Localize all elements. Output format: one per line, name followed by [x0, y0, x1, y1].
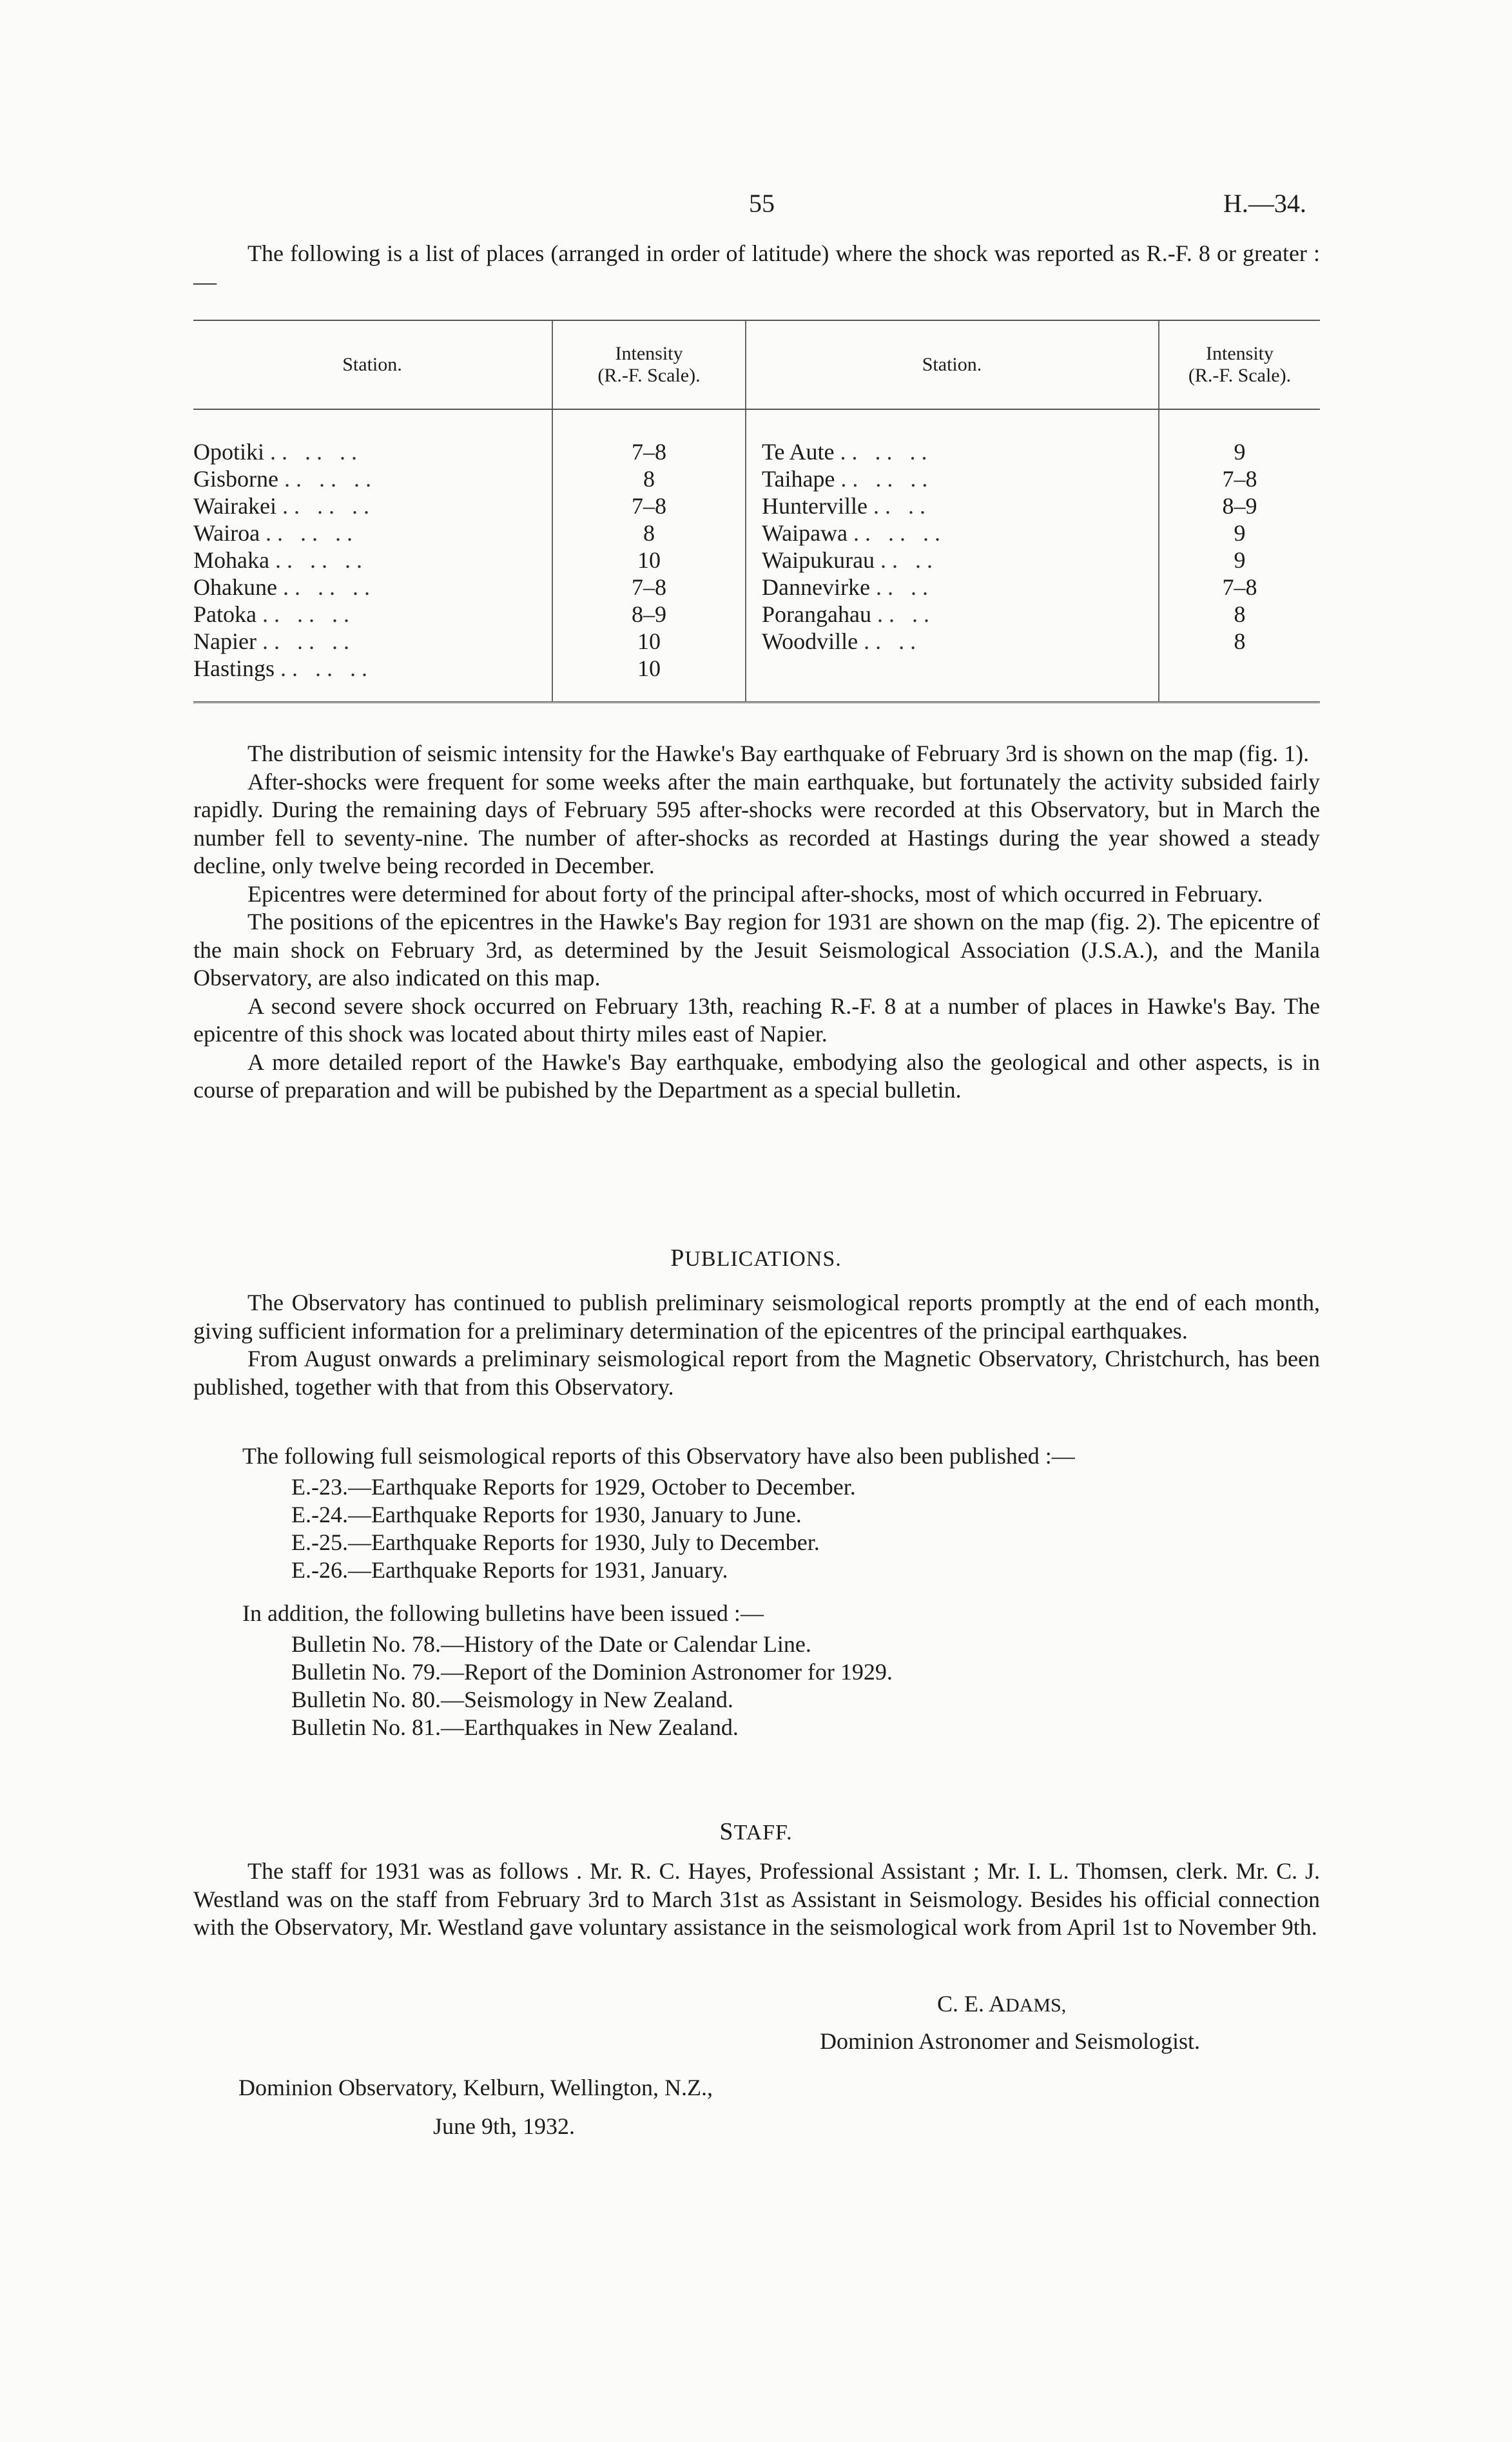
body-paragraph: A second severe shock occurred on February 13th, reaching R.-F. 8 at a number of places in Hawke's Bay. The epicentre of this shock was located about thirty miles east of Napier. [193, 993, 1320, 1047]
bulletins-lead: In addition, the following bulletins have been issued :— [242, 1600, 764, 1626]
intensity-table [193, 320, 1320, 703]
staff-paragraph: The staff for 1931 was as follows . Mr. R. C. Hayes, Professional Assistant ; Mr. I. L. Thomsen, clerk. Mr. C. J. Westland was on the staff from February 3rd to March 31st as Assistant in Seismology. Besides his official connection with the Observatory, Mr. Westland gave voluntary assistance in the seismological work from April 1st to November 9th. [193, 1858, 1320, 1940]
page-number: 55 [749, 189, 775, 218]
station-name: Wairoa [193, 520, 260, 546]
list-item: Bulletin No. 79.—Report of the Dominion Astronomer for 1929. [291, 1659, 893, 1685]
intensity-cell [552, 574, 746, 601]
header-intensity-label: Intensity [615, 343, 683, 364]
signatory-name [937, 1990, 1066, 2017]
intensity-value: 10 [637, 655, 661, 681]
leader-dots: . . . . . . [275, 547, 362, 573]
list-item: Bulletin No. 80.—Seismology in New Zealand. [291, 1687, 733, 1712]
document-reference: H.—34. [1223, 189, 1306, 218]
intensity-value: 10 [637, 547, 661, 573]
station-name: Gisborne [193, 466, 278, 492]
heading-initial: S [719, 1818, 734, 1845]
table-row [193, 492, 1320, 519]
leader-dots: . . . . [873, 493, 926, 519]
header-station-right: Station. [746, 320, 1159, 409]
station-cell [746, 492, 1159, 519]
leader-dots: . . . . . . [262, 628, 349, 654]
intensity-cell [552, 492, 746, 519]
intensity-cell [1159, 601, 1320, 628]
date-line: June 9th, 1932. [433, 2113, 575, 2139]
intensity-cell [552, 655, 746, 703]
table-row [193, 519, 1320, 547]
publications-paragraph: From August onwards a preliminary seismological report from the Magnetic Observatory, Christchurch, has been published, together with that from this Observatory. [193, 1346, 1320, 1400]
station-cell [746, 574, 1159, 601]
table-row [193, 601, 1320, 628]
list-item: Bulletin No. 81.—Earthquakes in New Zealand. [291, 1714, 739, 1740]
heading-rest: TAFF. [733, 1821, 793, 1845]
intensity-value: 7–8 [1222, 574, 1257, 600]
station-cell [193, 465, 552, 492]
intensity-cell [552, 519, 746, 547]
table-row [193, 409, 1320, 465]
intensity-value: 9 [1234, 547, 1246, 573]
leader-dots: . . . . . . [284, 466, 371, 492]
intensity-value: 8 [1234, 628, 1246, 654]
intensity-value: 10 [637, 628, 661, 654]
intensity-cell [552, 628, 746, 655]
table-row [193, 465, 1320, 492]
leader-dots: . . . . . . [282, 574, 370, 600]
signatory-surname: DAMS, [1005, 1995, 1067, 2016]
station-name: Te Aute [762, 439, 835, 465]
intensity-value: 9 [1234, 520, 1246, 546]
list-item: E.-23.—Earthquake Reports for 1929, October to December. [291, 1474, 856, 1500]
leader-dots: . . . . . . [270, 439, 358, 465]
intensity-value: 8–9 [632, 601, 666, 627]
intensity-value: 8 [1234, 601, 1246, 627]
publications-text [193, 1289, 1320, 1401]
station-cell [746, 465, 1159, 492]
body-paragraph: After-shocks were frequent for some weeks after the main earthquake, but fortunately the activity subsided fairly rapidly. During the remaining days of February 595 after-shocks were recorded at this Observatory, but in March the number fell to seventy-nine. The number of after-shocks as recorded at Hastings during the year showed a steady decline, only twelve being recorded in December. [193, 768, 1320, 878]
body-paragraph: Epicentres were determined for about forty of the principal after-shocks, most of which occurred in February. [247, 880, 1263, 907]
station-cell [746, 601, 1159, 628]
leader-dots: . . . . . . [262, 601, 349, 627]
body-paragraph: The positions of the epicentres in the Hawke's Bay region for 1931 are shown on the map (fig. 2). The epicentre of the main shock on February 3rd, as determined by the Jesuit Seismological Association (J.S.A.), and the Manila Observatory, are also indicated on this map. [193, 909, 1320, 991]
station-cell [193, 519, 552, 547]
intensity-cell [1159, 465, 1320, 492]
publications-heading [0, 1244, 1512, 1272]
table-body [193, 409, 1320, 703]
intensity-cell [552, 465, 746, 492]
leader-dots: . . . . . . [853, 520, 941, 546]
intensity-cell [1159, 655, 1320, 703]
intensity-value: 8 [643, 466, 655, 492]
station-cell [193, 492, 552, 519]
intensity-value: 7–8 [632, 439, 666, 465]
body-paragraph: A more detailed report of the Hawke's Bay earthquake, embodying also the geological and other aspects, is in course of preparation and will be pubished by the Department as a special bulletin. [193, 1049, 1320, 1103]
station-name: Hastings [193, 655, 275, 681]
station-cell [746, 547, 1159, 574]
table-row [193, 574, 1320, 601]
station-cell [193, 601, 552, 628]
station-cell [193, 409, 552, 465]
header-intensity-scale: (R.-F. Scale). [597, 365, 701, 386]
list-item: E.-26.—Earthquake Reports for 1931, January. [291, 1557, 728, 1583]
station-cell [193, 547, 552, 574]
heading-initial: P [670, 1245, 685, 1272]
leader-dots: . . . . [875, 574, 928, 600]
table-intro [193, 240, 1320, 296]
station-name: Dannevirke [762, 574, 870, 600]
leader-dots: . . . . . . [266, 520, 353, 546]
intro-paragraph: The following is a list of places (arranged in order of latitude) where the shock was reported as R.-F. 8 or greater :— [193, 240, 1320, 295]
bulletins-list [291, 1631, 893, 1741]
table-row [193, 655, 1320, 703]
intensity-cell [1159, 519, 1320, 547]
station-cell [746, 519, 1159, 547]
station-name: Woodville [762, 628, 858, 654]
leader-dots: . . . . [880, 547, 933, 573]
station-name: Patoka [193, 601, 257, 627]
leader-dots: . . . . [877, 601, 929, 627]
intensity-cell [1159, 574, 1320, 601]
intensity-cell [552, 547, 746, 574]
station-cell [746, 628, 1159, 655]
table-row [193, 547, 1320, 574]
intensity-cell [1159, 492, 1320, 519]
leader-dots: . . . . [864, 628, 916, 654]
body-paragraph: The distribution of seismic intensity for the Hawke's Bay earthquake of February 3rd is shown on the map (fig. 1). [247, 741, 1310, 766]
intensity-cell [552, 409, 746, 465]
intensity-value: 7–8 [1222, 466, 1257, 492]
station-name: Waipukurau [762, 547, 875, 573]
station-cell [746, 655, 1159, 703]
station-cell [193, 628, 552, 655]
publications-paragraph: The Observatory has continued to publish preliminary seismological reports promptly at the end of each month, giving sufficient information for a preliminary determination of the epicentres of the principal earthquakes. [193, 1290, 1320, 1344]
station-name: Ohakune [193, 574, 277, 600]
header-station-left: Station. [193, 320, 552, 409]
station-name: Napier [193, 628, 257, 654]
station-name: Mohaka [193, 547, 269, 573]
station-cell [193, 574, 552, 601]
signatory-initials: C. E. A [937, 1991, 1006, 2017]
header-intensity-left [552, 320, 746, 409]
intensity-value: 7–8 [632, 574, 666, 600]
intensity-value: 9 [1234, 439, 1246, 465]
staff-heading [0, 1817, 1512, 1846]
station-name: Taihape [762, 466, 835, 492]
staff-text [193, 1857, 1320, 1942]
intensity-value: 8 [643, 520, 655, 546]
leader-dots: . . . . . . [840, 466, 928, 492]
intensity-value: 8–9 [1222, 493, 1257, 519]
station-name: Porangahau [762, 601, 871, 627]
signatory-title: Dominion Astronomer and Seismologist. [820, 2028, 1200, 2054]
intensity-cell [1159, 547, 1320, 574]
address-line: Dominion Observatory, Kelburn, Wellington, N.Z., [238, 2075, 713, 2100]
station-name: Wairakei [193, 493, 277, 519]
intensity-cell [552, 601, 746, 628]
reports-lead: The following full seismological reports of this Observatory have also been published :— [242, 1443, 1075, 1469]
station-name: Hunterville [762, 493, 867, 519]
station-name: Waipawa [762, 520, 848, 546]
reports-list [291, 1473, 856, 1584]
intensity-value: 7–8 [632, 493, 666, 519]
station-cell [746, 409, 1159, 465]
leader-dots: . . . . . . [282, 493, 370, 519]
header-intensity-right [1159, 320, 1320, 409]
header-intensity-label: Intensity [1206, 343, 1274, 364]
earthquake-discussion [193, 740, 1320, 1105]
header-intensity-scale: (R.-F. Scale). [1188, 365, 1292, 386]
table-row [193, 628, 1320, 655]
intensity-cell [1159, 409, 1320, 465]
station-name: Opotiki [193, 439, 265, 465]
table-header-row [193, 320, 1320, 409]
list-item: E.-24.—Earthquake Reports for 1930, January to June. [291, 1502, 802, 1527]
station-cell [193, 655, 552, 703]
intensity-cell [1159, 628, 1320, 655]
heading-rest: UBLICATIONS. [684, 1247, 842, 1271]
leader-dots: . . . . . . [280, 655, 367, 681]
list-item: E.-25.—Earthquake Reports for 1930, July to December. [291, 1529, 820, 1555]
leader-dots: . . . . . . [840, 439, 927, 465]
list-item: Bulletin No. 78.—History of the Date or Calendar Line. [291, 1631, 811, 1657]
